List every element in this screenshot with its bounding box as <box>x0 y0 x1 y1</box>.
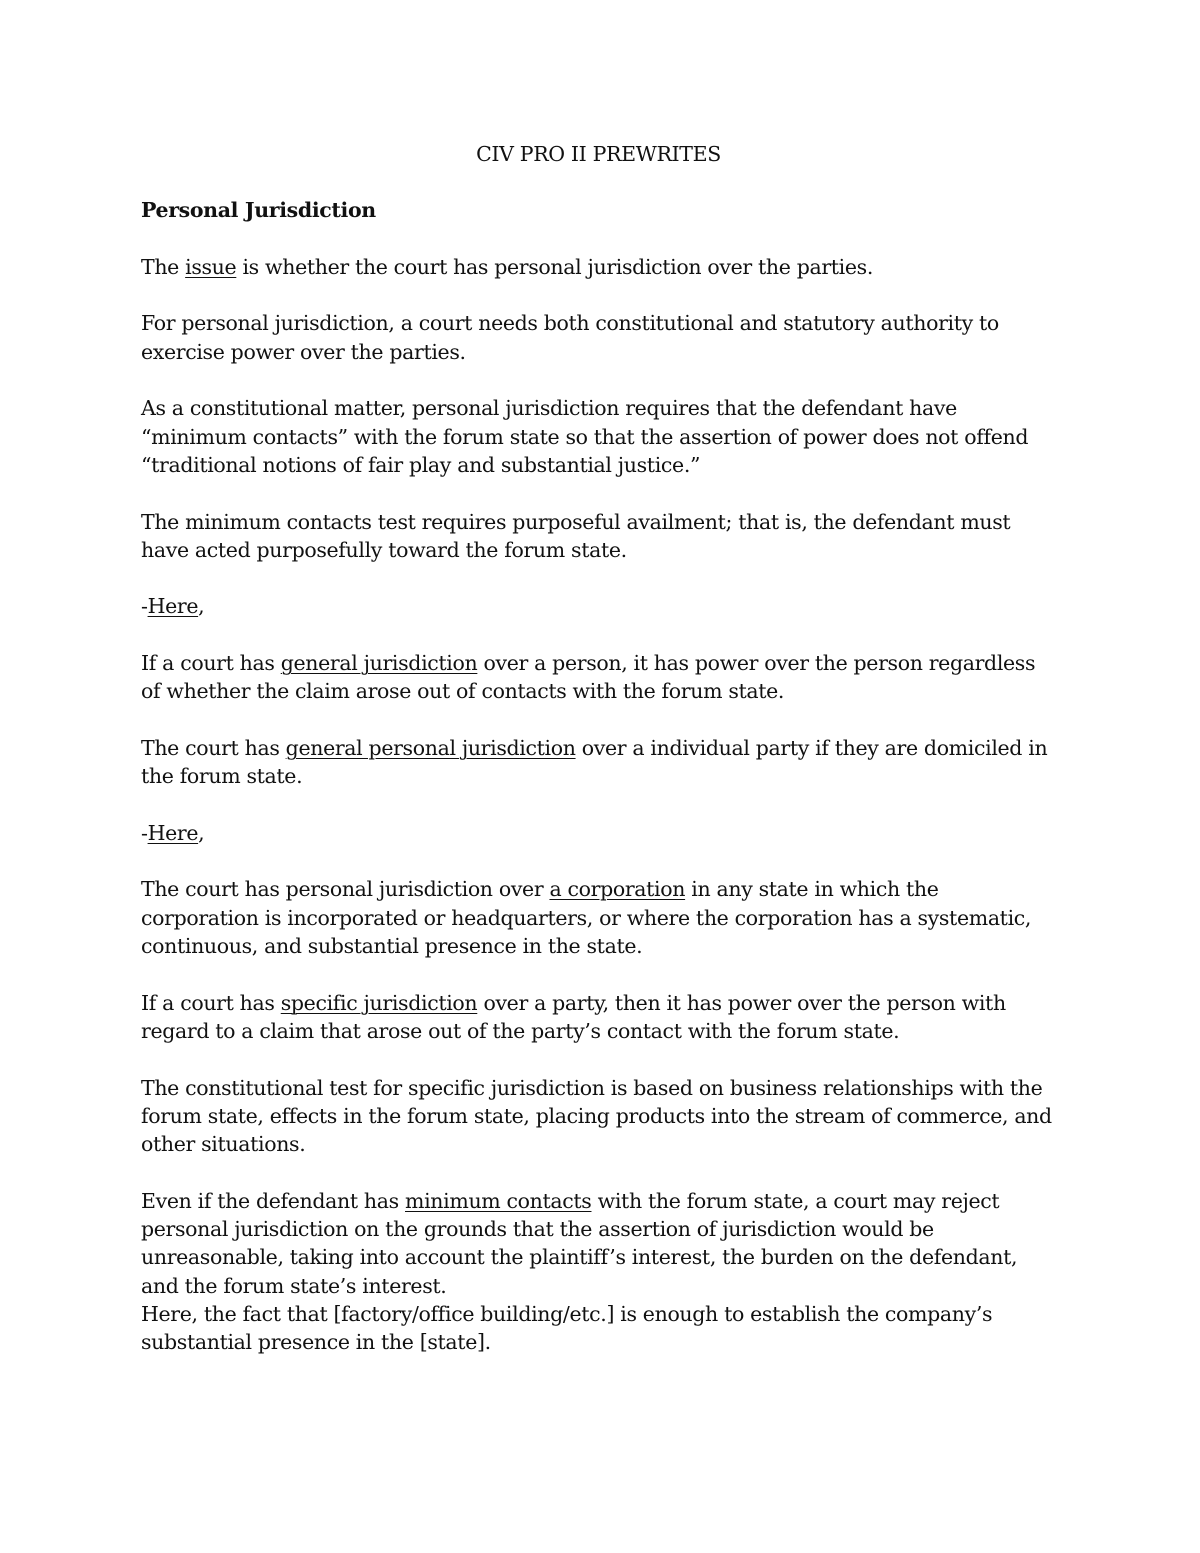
paragraph-constitutional-test: The constitutional test for specific jurisdiction is based on business relationships with the forum state, effects in the forum state, placing products into the stream of commerce, and other situations. <box>141 1075 1052 1157</box>
text-run: over a person, it has power over the person regardless of whether the claim arose out of contacts with the forum state. <box>141 651 1036 704</box>
text-run: in any state in which the corporation is incorporated or headquarters, or where the corporation has a systematic, continuous, and substantial presence in the state. <box>141 877 1032 959</box>
underlined-term: a corporation <box>549 877 686 902</box>
paragraph-general-jurisdiction <box>141 649 1056 706</box>
text-run: The court has personal jurisdiction over <box>141 877 550 902</box>
dash: - <box>141 820 148 845</box>
paragraph-specific-jurisdiction <box>141 989 1056 1046</box>
underlined-term: Here <box>147 820 199 845</box>
comma: , <box>198 820 205 845</box>
text-run: The <box>141 254 186 279</box>
text-run: over a party, then it has power over the person with regard to a claim that arose out of the party’s contact with the forum state. <box>141 990 1006 1043</box>
paragraph-general-personal-jurisdiction <box>141 734 1056 791</box>
paragraph-authority: For personal jurisdiction, a court needs both constitutional and statutory authority to exercise power over the parties. <box>141 311 999 364</box>
text-run: Even if the defendant has <box>141 1188 405 1213</box>
here-placeholder <box>141 819 1056 847</box>
here-placeholder <box>141 592 1056 620</box>
paragraph-reasonableness <box>141 1187 1056 1300</box>
underlined-term: issue <box>185 254 237 279</box>
text-run: The court has <box>141 735 286 760</box>
paragraph-corporation <box>141 875 1056 960</box>
text-run: If a court has <box>141 990 281 1015</box>
text-run: is whether the court has personal jurisdiction over the parties. <box>236 254 874 279</box>
document-title: CIV PRO II PREWRITES <box>476 142 721 166</box>
comma: , <box>198 594 205 619</box>
text-run: If a court has <box>141 651 281 676</box>
dash: - <box>141 594 148 619</box>
paragraph-purposeful-availment: The minimum contacts test requires purposeful availment; that is, the defendant must have acted purposefully toward the forum state. <box>141 509 1011 562</box>
section-heading: Personal Jurisdiction <box>141 198 376 223</box>
paragraph-minimum-contacts: As a constitutional matter, personal jurisdiction requires that the defendant have “minimum contacts” with the forum state so that the assertion of power does not offend “traditional notions of fair play and substantial justice.” <box>141 396 1029 477</box>
underlined-term: specific jurisdiction <box>280 990 478 1015</box>
underlined-term: Here <box>147 594 199 619</box>
underlined-term: general personal jurisdiction <box>285 735 576 760</box>
paragraph-issue <box>141 253 1056 281</box>
text-run: over a individual party if they are domiciled in the forum state. <box>141 735 1048 789</box>
underlined-term: minimum contacts <box>405 1188 592 1213</box>
text-run: with the forum state, a court may reject personal jurisdiction on the grounds that the assertion of jurisdiction would be unreasonable, taking into account the plaintiff’s interest, the burden on the defendant, and the forum state’s interest. <box>141 1188 1018 1298</box>
paragraph-application: Here, the fact that [factory/office building/etc.] is enough to establish the company’s substantial presence in the [state]. <box>141 1301 993 1355</box>
document-page <box>141 140 1056 1385</box>
underlined-term: general jurisdiction <box>280 651 478 676</box>
